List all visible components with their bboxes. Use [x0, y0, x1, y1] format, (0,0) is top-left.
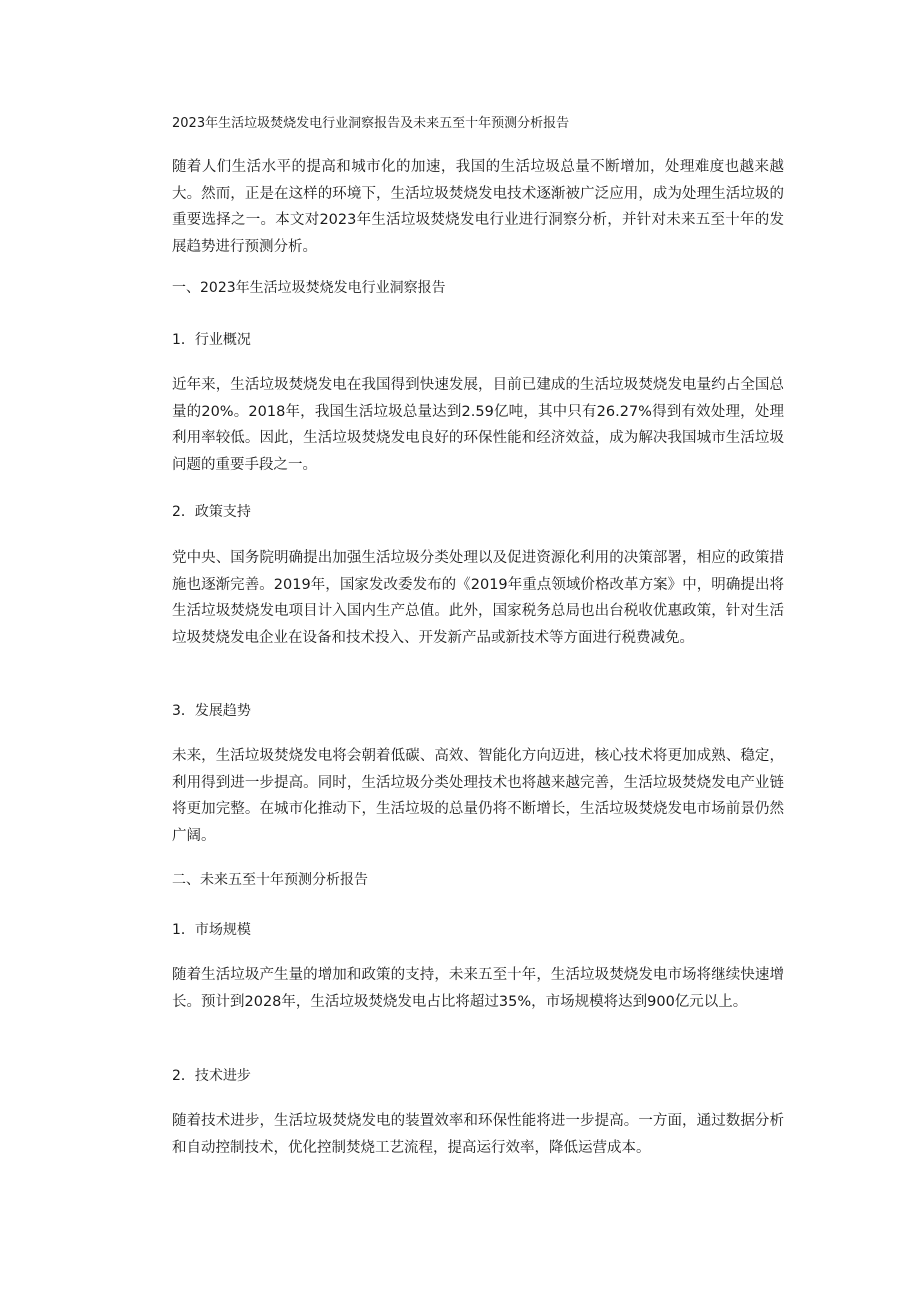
intro-paragraph: 随着人们生活水平的提高和城市化的加速，我国的生活垃圾总量不断增加，处理难度也越来越大。然而，正是在这样的环境下，生活垃圾焚烧发电技术逐渐被广泛应用，成为处理生活垃圾的重要选择之一。本文对2023年生活垃圾焚烧发电行业进行洞察分析，并针对未来五至十年的发展趋势进行预测分析。 — [172, 159, 784, 255]
section-body-policy-support: 党中央、国务院明确提出加强生活垃圾分类处理以及促进资源化利用的决策部署，相应的政策措施也逐渐完善。2019年，国家发改委发布的《2019年重点领域价格改革方案》中，明确提出将生活垃圾焚烧发电项目计入国内生产总值。此外，国家税务总局也出台税收优惠政策，针对生活垃圾焚烧发电企业在设备和技术投入、开发新产品或新技术等方面进行税费减免。 — [172, 550, 784, 646]
section-heading-market-size: 1．市场规模 — [172, 922, 251, 938]
part1-heading: 一、2023年生活垃圾焚烧发电行业洞察报告 — [172, 280, 446, 296]
section-body-development-trend: 未来，生活垃圾焚烧发电将会朝着低碳、高效、智能化方向迈进，核心技术将更加成熟、稳定，利用得到进一步提高。同时，生活垃圾分类处理技术也将越来越完善，生活垃圾焚烧发电产业链将更加完整。在城市化推动下，生活垃圾的总量仍将不断增长，生活垃圾焚烧发电市场前景仍然广阔。 — [172, 748, 784, 844]
section-heading-development-trend: 3．发展趋势 — [172, 703, 251, 719]
part2-heading: 二、未来五至十年预测分析报告 — [172, 872, 368, 888]
section-body-tech-progress: 随着技术进步，生活垃圾焚烧发电的装置效率和环保性能将进一步提高。一方面，通过数据分析和自动控制技术，优化控制焚烧工艺流程，提高运行效率，降低运营成本。 — [172, 1113, 784, 1156]
section-heading-policy-support: 2．政策支持 — [172, 504, 251, 520]
section-heading-industry-overview: 1．行业概况 — [172, 332, 251, 348]
section-body-market-size: 随着生活垃圾产生量的增加和政策的支持，未来五至十年，生活垃圾焚烧发电市场将继续快速增长。预计到2028年，生活垃圾焚烧发电占比将超过35%，市场规模将达到900亿元以上。 — [172, 967, 784, 1010]
section-body-industry-overview: 近年来，生活垃圾焚烧发电在我国得到快速发展，目前已建成的生活垃圾焚烧发电量约占全国总量的20%。2018年，我国生活垃圾总量达到2.59亿吨，其中只有26.27%得到有效处理，处理利用率较低。因此，生活垃圾焚烧发电良好的环保性能和经济效益，成为解决我国城市生活垃圾问题的重要手段之一。 — [172, 377, 784, 473]
section-heading-tech-progress: 2．技术进步 — [172, 1068, 251, 1084]
document-title: 2023年生活垃圾焚烧发电行业洞察报告及未来五至十年预测分析报告 — [172, 116, 570, 131]
